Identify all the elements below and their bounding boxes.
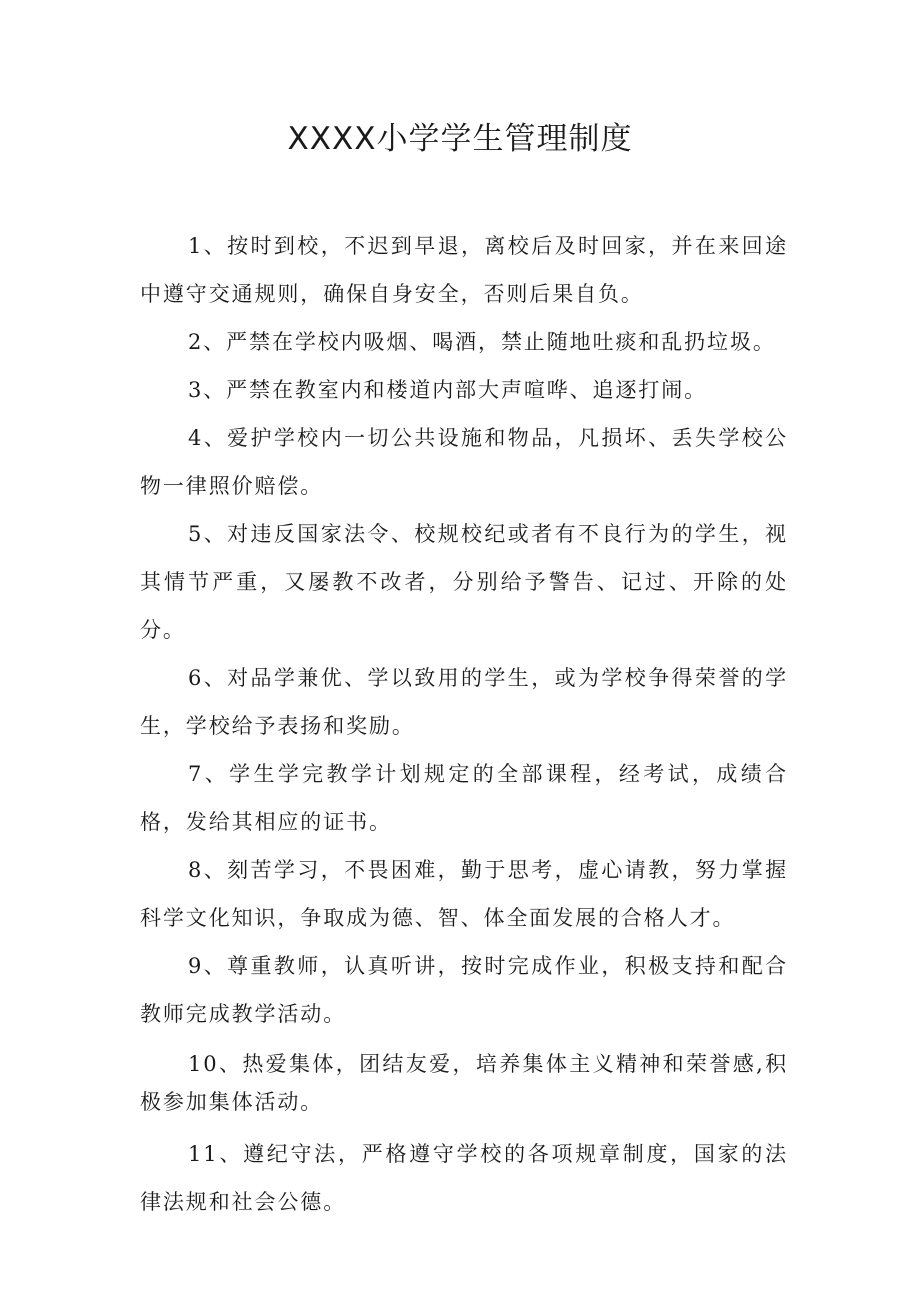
rule-item: 7、学生学完教学计划规定的全部课程，经考试，成绩合格，发给其相应的证书。 (140, 762, 788, 834)
rule-item: 5、对违反国家法令、校规校纪或者有不良行为的学生，视其情节严重，又屡教不改者，分别给予警告、记过、开除的处分。 (140, 522, 788, 642)
rule-item: 6、对品学兼优、学以致用的学生，或为学校争得荣誉的学生，学校给予表扬和奖励。 (140, 666, 788, 738)
rule-item: 10、热爱集体，团结友爱，培养集体主义精神和荣誉感,积极参加集体活动。 (140, 1052, 788, 1114)
rule-item: 11、遵纪守法，严格遵守学校的各项规章制度，国家的法律法规和社会公德。 (140, 1142, 788, 1214)
rule-item: 4、爱护学校内一切公共设施和物品，凡损坏、丢失学校公物一律照价赔偿。 (140, 426, 788, 498)
document-title: XXXX小学学生管理制度 (287, 121, 633, 157)
rule-item: 9、尊重教师，认真听讲，按时完成作业，积极支持和配合教师完成教学活动。 (140, 954, 788, 1026)
rules-list (140, 222, 788, 1226)
rule-item: 1、按时到校，不迟到早退，离校后及时回家，并在来回途中遵守交通规则，确保自身安全，否则后果自负。 (140, 234, 788, 306)
rule-item: 2、严禁在学校内吸烟、喝酒，禁止随地吐痰和乱扔垃圾。 (188, 330, 776, 354)
rule-item: 8、刻苦学习，不畏困难，勤于思考，虚心请教，努力掌握科学文化知识，争取成为德、智、体全面发展的合格人才。 (140, 858, 788, 930)
rule-item: 3、严禁在教室内和楼道内部大声喧哗、追逐打闹。 (188, 378, 708, 402)
